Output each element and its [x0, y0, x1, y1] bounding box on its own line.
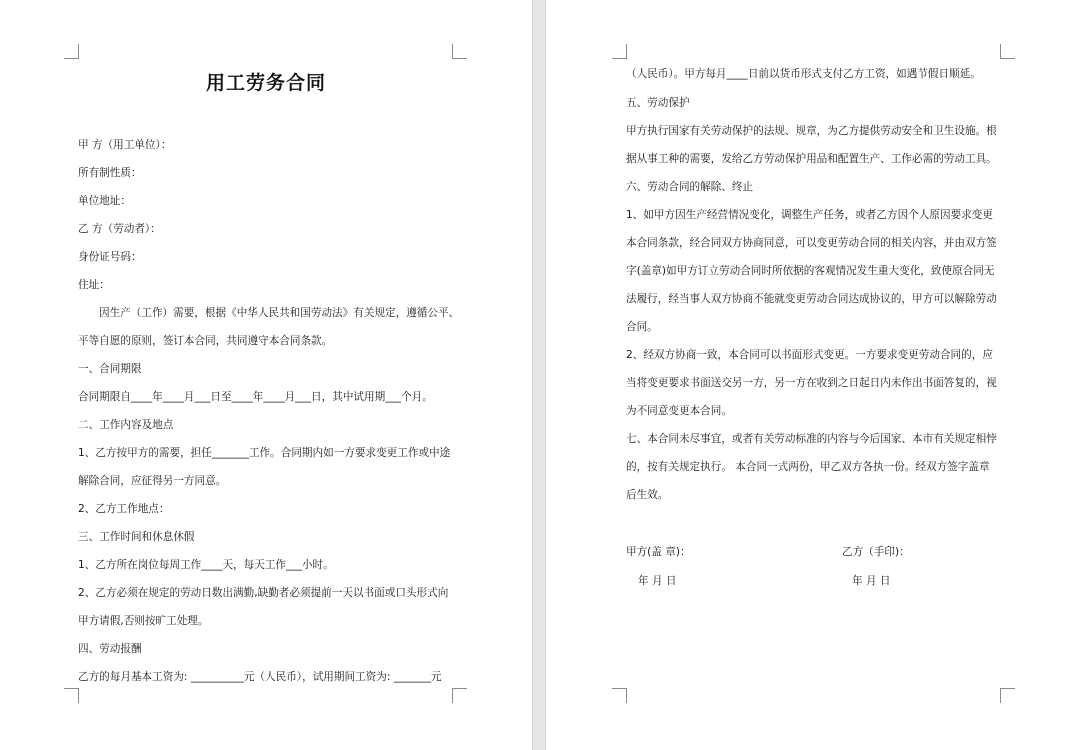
corner-mark-bottom-right — [452, 688, 467, 703]
document-page-1 — [0, 0, 532, 750]
signature-party-a: 甲方(盖 章)： — [626, 546, 691, 558]
section-heading: 二、工作内容及地点 — [78, 419, 174, 431]
clause-line: 字(盖章)如甲方订立劳动合同时所依据的客观情况发生重大变化，致使原合同无 — [626, 265, 995, 277]
clause-line: 合同。 — [626, 321, 658, 333]
clause-line: 2、乙方必须在规定的劳动日数出满勤,缺勤者必须提前一天以书面或口头形式向 — [78, 587, 449, 599]
section-heading: 六、劳动合同的解除、终止 — [626, 181, 754, 193]
address-label: 住址： — [78, 279, 110, 291]
signature-date-b: 年 月 日 — [852, 575, 891, 587]
clause-line: 1、乙方按甲方的需要，担任_______工作。合同期内如一方要求变更工作或中途 — [78, 447, 451, 459]
clause-line: （人民币）。甲方每月____日前以货币形式支付乙方工资，如遇节假日顺延。 — [626, 68, 981, 80]
clause-line: 2、乙方工作地点： — [78, 503, 170, 515]
signature-date-a: 年 月 日 — [638, 575, 677, 587]
corner-mark-bottom-right — [1000, 688, 1015, 703]
preamble-line: 平等自愿的原则，签订本合同，共同遵守本合同条款。 — [78, 335, 333, 347]
clause-line: 当将变更要求书面送交另一方，另一方在收到之日起日内未作出书面答复的，视 — [626, 377, 997, 389]
page-gutter — [532, 0, 546, 750]
clause-line: 为不同意变更本合同。 — [626, 405, 732, 417]
salary-line: 乙方的每月基本工资为: __________元（人民币），试用期间工资为: _______元 — [78, 671, 442, 683]
clause-line: 2、经双方协商一致，本合同可以书面形式变更。一方要求变更劳动合同的，应 — [626, 349, 993, 361]
unit-address-label: 单位地址： — [78, 195, 131, 207]
preamble-line: 因生产（工作）需要，根据《中华人民共和国劳动法》有关规定，遵循公平、 — [99, 307, 460, 319]
corner-mark-top-right — [452, 44, 467, 59]
corner-mark-top-left — [64, 44, 79, 59]
clause-line: 本合同条款，经合同双方协商同意，可以变更劳动合同的相关内容，并由双方签 — [626, 237, 997, 249]
corner-mark-top-right — [1000, 44, 1015, 59]
clause-line: 的，按有关规定执行。 本合同一式两份，甲乙双方各执一份。经双方签字盖章 — [626, 461, 990, 473]
clause-line: 甲方请假,否则按旷工处理。 — [78, 615, 209, 627]
corner-mark-bottom-left — [612, 688, 627, 703]
clause-line: 1、乙方所在岗位每周工作____天，每天工作___小时。 — [78, 559, 334, 571]
party-b-label: 乙 方（劳动者）： — [78, 223, 161, 235]
clause-line: 据从事工种的需要，发给乙方劳动保护用品和配置生产、工作必需的劳动工具。 — [626, 153, 997, 165]
document-page-2 — [546, 0, 1080, 750]
clause-line: 后生效。 — [626, 489, 669, 501]
clause-line: 甲方执行国家有关劳动保护的法规、规章，为乙方提供劳动安全和卫生设施。根 — [626, 125, 997, 137]
section-heading: 一、合同期限 — [78, 363, 142, 375]
clause-line: 七、本合同未尽事宜，或者有关劳动标准的内容与今后国家、本市有关规定相悖 — [626, 433, 997, 445]
corner-mark-top-left — [612, 44, 627, 59]
signature-party-b: 乙方（手印)： — [842, 546, 910, 558]
corner-mark-bottom-left — [64, 688, 79, 703]
ownership-label: 所有制性质： — [78, 167, 142, 179]
id-number-label: 身份证号码： — [78, 251, 142, 263]
contract-term-line: 合同期限自____年____月___日至____年____月___日，其中试用期___个月。 — [78, 391, 433, 403]
clause-line: 1、如甲方因生产经营情况变化，调整生产任务，或者乙方因个人原因要求变更 — [626, 209, 993, 221]
clause-line: 解除合同，应征得另一方同意。 — [78, 475, 227, 487]
section-heading: 四、劳动报酬 — [78, 643, 142, 655]
document-title: 用工劳务合同 — [205, 72, 326, 94]
party-a-label: 甲 方（用工单位）： — [78, 139, 172, 151]
section-heading: 三、工作时间和休息休假 — [78, 531, 195, 543]
clause-line: 法履行，经当事人双方协商不能就变更劳动合同达成协议的，甲方可以解除劳动 — [626, 293, 997, 305]
section-heading: 五、劳动保护 — [626, 97, 690, 109]
